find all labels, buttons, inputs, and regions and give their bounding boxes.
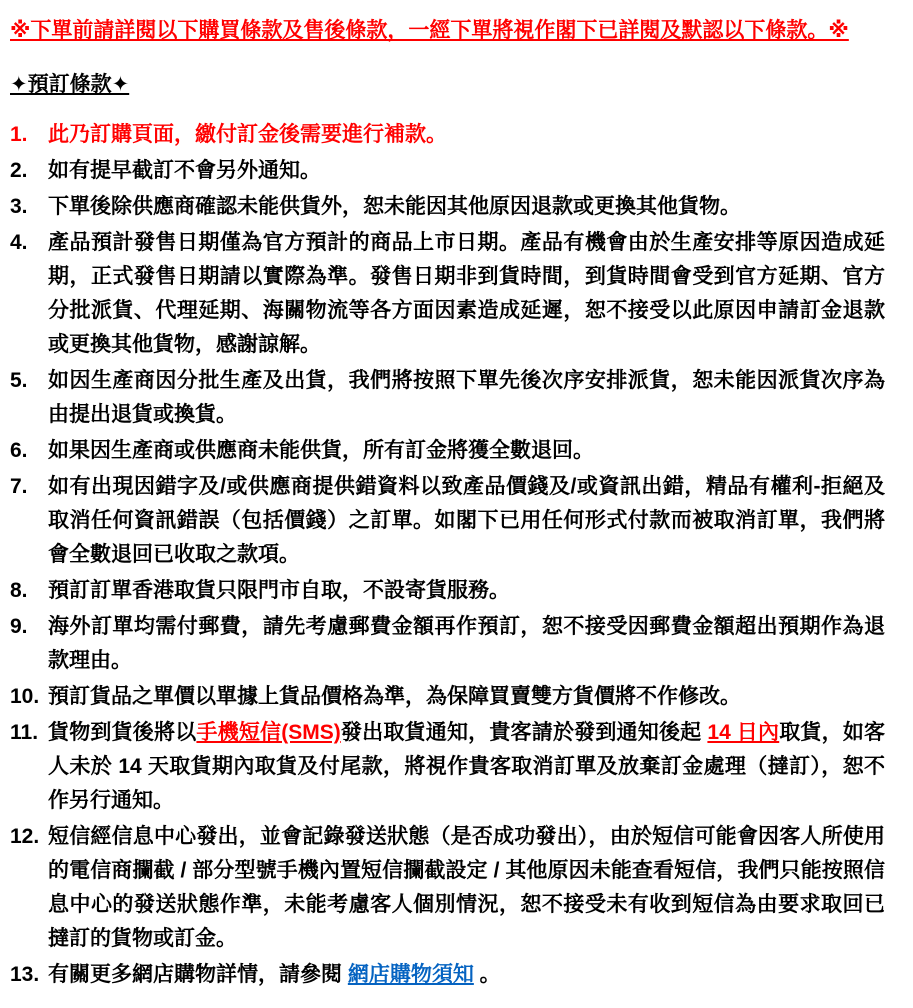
term-segment: 產品預計發售日期僅為官方預計的商品上市日期。產品有機會由於生產安排等原因造成延期，正式發售日期請以實際為準。發售日期非到貨時間，到貨時間會受到官方延期、官方分批派貨、代理延期、海關物流等各方面因素造成延遲，恕不接受以此原因申請訂金退款或更換其他貨物，感謝諒解。 (48, 231, 885, 356)
term-item (10, 680, 885, 714)
term-text (48, 226, 885, 362)
term-item (10, 226, 885, 362)
term-number: 2. (10, 159, 28, 182)
term-number: 5. (10, 369, 28, 392)
term-item (10, 610, 885, 678)
term-text (48, 610, 885, 678)
term-segment: 預訂貨品之單價以單據上貨品價格為準，為保障買賣雙方貨價將不作修改。 (48, 685, 741, 708)
term-text (48, 820, 885, 956)
term-text (48, 958, 885, 992)
term-number: 11. (10, 721, 39, 744)
term-segment: 有關更多網店購物詳情，請參閱 (48, 963, 348, 986)
term-text (48, 434, 885, 468)
term-segment: 如有提早截訂不會另外通知。 (48, 159, 321, 182)
section-title-preorder-terms: ✦預訂條款✦ (10, 73, 130, 96)
term-segment: 此乃訂購頁面，繳付訂金後需要進行補款。 (48, 123, 447, 146)
term-number: 1. (10, 123, 28, 146)
term-number: 13. (10, 963, 40, 986)
term-segment: 取貨，如客人未於 14 天取貨期內取貨及付尾款，將視作貴客取消訂單及放棄訂金處理（撻訂），恕不作另行通知。 (48, 721, 886, 812)
term-segment: 海外訂單均需付郵費，請先考慮郵費金額再作預訂，恕不接受因郵費金額超出預期作為退款理由。 (48, 615, 885, 672)
term-item (10, 470, 885, 572)
term-text (48, 680, 885, 714)
term-number: 10. (10, 685, 40, 708)
term-segment: 下單後除供應商確認未能供貨外，恕未能因其他原因退款或更換其他貨物。 (48, 195, 741, 218)
term-segment: 發出取貨通知，貴客請於發到通知後起 (340, 721, 708, 744)
term-number: 4. (10, 231, 28, 254)
term-item (10, 958, 885, 992)
term-item (10, 716, 885, 818)
term-text (48, 190, 885, 224)
term-number: 12. (10, 825, 40, 848)
term-text (48, 470, 885, 572)
term-segment: 如果因生產商或供應商未能供貨，所有訂金將獲全數退回。 (48, 439, 594, 462)
term-text (48, 118, 885, 152)
term-number: 8. (10, 579, 28, 602)
pre-order-warning-heading: ※下單前請詳閱以下購買條款及售後條款，一經下單將視作閣下已詳閱及默認以下條款。※ (10, 19, 849, 42)
term-number: 6. (10, 439, 28, 462)
term-text (48, 574, 885, 608)
term-segment: 。 (473, 963, 501, 986)
term-segment: 短信經信息中心發出，並會記錄發送狀態（是否成功發出），由於短信可能會因客人所使用的電信商攔截 / 部分型號手機內置短信攔截設定 / 其他原因未能查看短信，我們只能按照信息中心的發送狀態作準，未能考慮客人個別情況，恕不接受未有收到短信為由要求取回已撻訂的貨物或訂金。 (48, 825, 885, 950)
term-item (10, 118, 885, 152)
term-segment: 貨物到貨後將以 (48, 721, 197, 744)
term-number: 9. (10, 615, 28, 638)
term-text (48, 364, 885, 432)
term-segment: 預訂訂單香港取貨只限門市自取，不設寄貨服務。 (48, 579, 510, 602)
term-item (10, 364, 885, 432)
term-item (10, 154, 885, 188)
terms-list (10, 118, 885, 992)
shop-guide-link[interactable]: 網店購物須知 (347, 963, 474, 986)
term-text (48, 716, 885, 818)
term-segment: 如因生產商因分批生產及出貨，我們將按照下單先後次序安排派貨，恕未能因派貨次序為由提出退貨或換貨。 (48, 369, 885, 426)
term-item (10, 574, 885, 608)
term-number: 7. (10, 475, 28, 498)
term-number: 3. (10, 195, 28, 218)
term-item (10, 434, 885, 468)
term-segment: 14 日內 (707, 721, 780, 744)
term-segment: 手機短信(SMS) (196, 721, 341, 744)
term-item (10, 190, 885, 224)
term-item (10, 820, 885, 956)
term-text (48, 154, 885, 188)
term-segment: 如有出現因錯字及/或供應商提供錯資料以致產品價錢及/或資訊出錯，精品有權利-拒絕及取消任何資訊錯誤（包括價錢）之訂單。如閣下已用任何形式付款而被取消訂單，我們將會全數退回已收取之款項。 (48, 475, 885, 566)
